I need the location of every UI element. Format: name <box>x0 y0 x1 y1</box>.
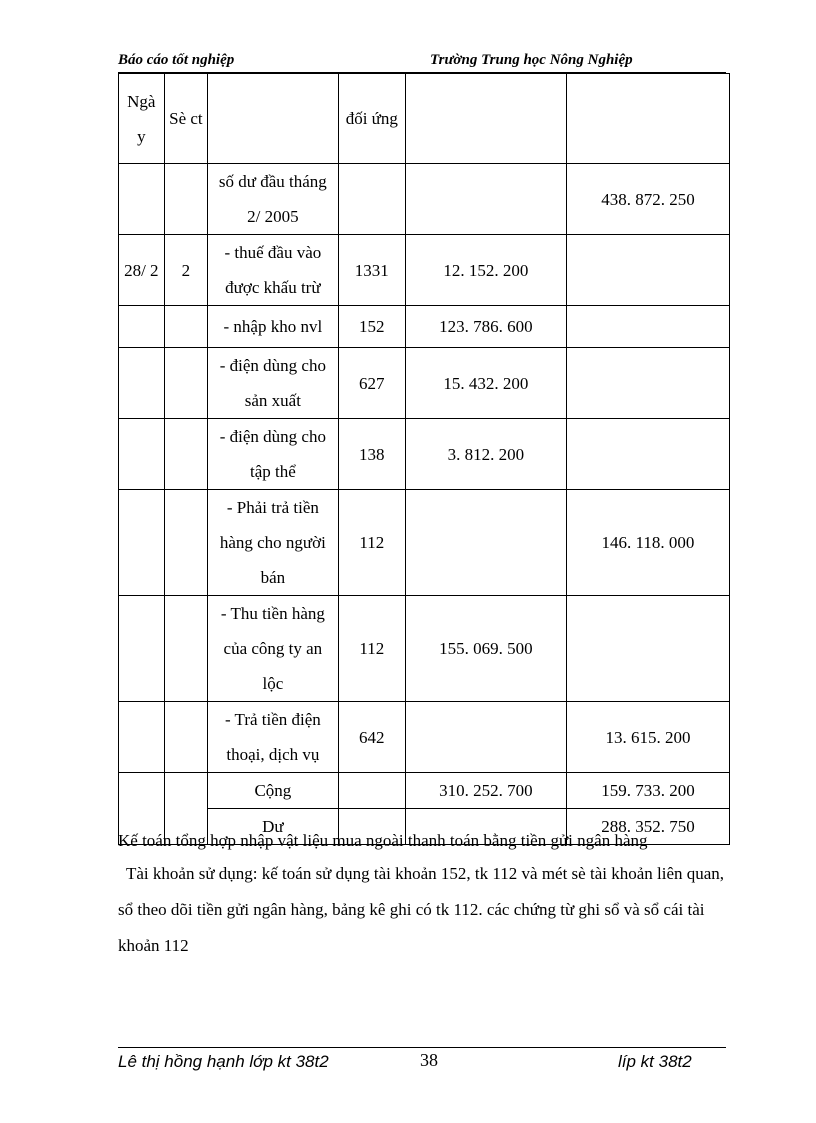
row-debit: 123. 786. 600 <box>405 306 566 348</box>
row-debit: 15. 432. 200 <box>405 348 566 419</box>
row-credit <box>566 235 729 306</box>
table-row <box>119 348 730 419</box>
row-account: 642 <box>338 702 405 773</box>
balance-credit: 288. 352. 750 <box>566 809 729 845</box>
header-title-left: Báo cáo tốt nghiệp <box>118 52 235 68</box>
row-debit: 155. 069. 500 <box>405 596 566 702</box>
row-debit <box>405 490 566 596</box>
row-desc: - điện dùng cho sản xuất <box>208 348 338 419</box>
row-credit <box>566 306 729 348</box>
row-account: 152 <box>338 306 405 348</box>
row-account: 1331 <box>338 235 405 306</box>
row-account <box>338 164 405 235</box>
row-desc: - Thu tiền hàng của công ty an lộc <box>208 596 338 702</box>
row-debit: 12. 152. 200 <box>405 235 566 306</box>
row-credit: 13. 615. 200 <box>566 702 729 773</box>
header-title-right: Trường Trung học Nông Nghiệp <box>430 52 633 68</box>
table-row <box>119 596 730 702</box>
col-credit-header <box>566 74 729 164</box>
total-label: Cộng <box>208 773 338 809</box>
row-debit: 3. 812. 200 <box>405 419 566 490</box>
row-account: 112 <box>338 596 405 702</box>
ledger-table <box>118 73 730 845</box>
col-date-header: Ngà y <box>119 74 165 164</box>
row-desc: - nhập kho nvl <box>208 306 338 348</box>
row-credit <box>566 419 729 490</box>
col-account-header: đối ứng <box>338 74 405 164</box>
footer-author: Lê thị hồng hạnh lớp kt 38t2 <box>118 1052 329 1071</box>
row-num: 2 <box>164 235 207 306</box>
table-row <box>119 702 730 773</box>
table-row <box>119 419 730 490</box>
table-row <box>119 235 730 306</box>
page-number: 38 <box>420 1050 438 1070</box>
footer-class: líp kt 38t2 <box>618 1052 692 1071</box>
row-account: 112 <box>338 490 405 596</box>
table-row <box>119 164 730 235</box>
footer-divider <box>118 1047 726 1048</box>
col-num-header: Sè ct <box>164 74 207 164</box>
total-row <box>119 773 730 809</box>
col-debit-header <box>405 74 566 164</box>
row-desc: - điện dùng cho tập thể <box>208 419 338 490</box>
paragraph-body: Tài khoản sử dụng: kế toán sử dụng tài khoản 152, tk 112 và mét sè tài khoản liên quan, sổ theo dõi tiền gửi ngân hàng, bảng kê ghi có tk 112. các chứng từ ghi sổ và sổ cái tài khoản 112 <box>118 864 725 955</box>
row-account: 627 <box>338 348 405 419</box>
table-header-row <box>119 74 730 164</box>
table-row <box>119 306 730 348</box>
row-date: 28/ 2 <box>119 235 165 306</box>
row-desc: - Phải trả tiền hàng cho người bán <box>208 490 338 596</box>
col-desc-header <box>208 74 338 164</box>
total-debit: 310. 252. 700 <box>405 773 566 809</box>
paragraph-heading: Kế toán tổng hợp nhập vật liệu mua ngoài thanh toán bằng tiền gửi ngân hàng <box>118 831 648 850</box>
row-account: 138 <box>338 419 405 490</box>
row-desc: số dư đầu tháng 2/ 2005 <box>208 164 338 235</box>
row-debit <box>405 164 566 235</box>
row-debit <box>405 702 566 773</box>
row-credit: 438. 872. 250 <box>566 164 729 235</box>
balance-label: Dư <box>208 809 338 845</box>
row-desc: - Trả tiền điện thoại, dịch vụ <box>208 702 338 773</box>
total-credit: 159. 733. 200 <box>566 773 729 809</box>
row-credit <box>566 348 729 419</box>
row-desc: - thuế đầu vào được khấu trừ <box>208 235 338 306</box>
row-credit: 146. 118. 000 <box>566 490 729 596</box>
row-credit <box>566 596 729 702</box>
table-row <box>119 490 730 596</box>
